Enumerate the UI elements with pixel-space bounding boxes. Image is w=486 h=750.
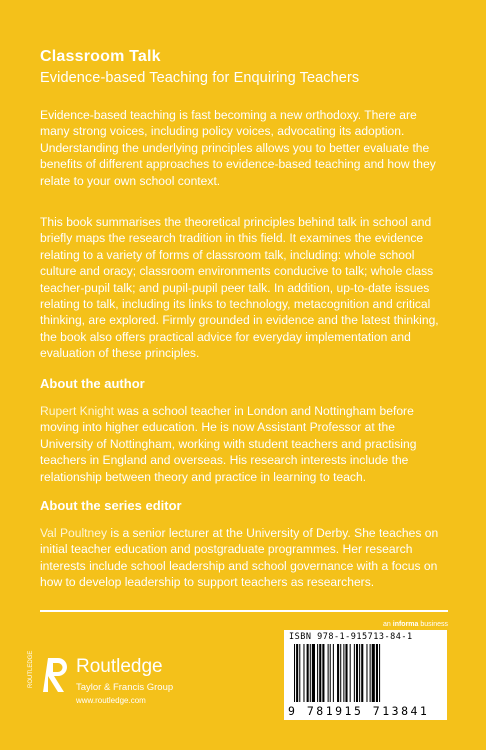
author-bio-text: was a school teacher in London and Nottingham before moving into higher education. He is now Assistant Professor at the University of Nottingham, working with student teachers and practising teachers in England and overseas. His research interests include the relationship between theory and practice in learning to teach. <box>40 404 417 484</box>
barcode-bar <box>370 644 371 702</box>
about-author-heading: About the author <box>40 376 145 391</box>
informa-suffix: business <box>418 621 448 628</box>
barcode-bar <box>376 644 378 702</box>
barcode-bars <box>294 644 438 702</box>
informa-prefix: an <box>383 621 393 628</box>
barcode-bar <box>361 644 363 702</box>
barcode-bar <box>317 644 318 702</box>
routledge-r-icon <box>28 650 72 710</box>
barcode-bar <box>296 644 298 702</box>
barcode-bar <box>328 644 329 702</box>
publisher-group: Taylor & Francis Group <box>76 682 174 693</box>
barcode-bar <box>343 644 344 702</box>
section-divider <box>40 610 448 612</box>
barcode-bar <box>354 644 355 702</box>
barcode-bar <box>345 644 347 702</box>
editor-bio-text: is a senior lecturer at the University of Derby. She teaches on initial teacher education and postgraduate programmes. Her research interests include school leadership and school governance with a focus on how to develop leadership to support teachers as researchers. <box>40 526 439 590</box>
author-name: Rupert Knight <box>40 404 114 418</box>
routledge-logo <box>28 650 226 710</box>
barcode-bar <box>319 644 321 702</box>
publisher-url: www.routledge.com <box>76 696 146 705</box>
editor-bio <box>40 525 448 591</box>
editor-name: Val Poultney <box>40 526 108 540</box>
barcode-bar <box>299 644 300 702</box>
barcode-bar <box>356 644 358 702</box>
isbn-digits: 9 781915 713841 <box>288 704 430 718</box>
barcode-bar <box>307 644 309 702</box>
routledge-vertical-text: ROUTLEDGE <box>28 650 34 688</box>
barcode-bar <box>340 644 341 702</box>
barcode-bar <box>366 644 367 702</box>
barcode-bar <box>330 644 331 702</box>
isbn-label: ISBN 978-1-915713-84-1 <box>289 632 413 642</box>
barcode-bar <box>322 644 324 702</box>
barcode-bar <box>372 644 375 702</box>
author-bio <box>40 403 448 485</box>
book-title: Classroom Talk <box>40 48 161 65</box>
book-subtitle: Evidence-based Teaching for Enquiring Teachers <box>40 70 360 86</box>
about-editor-heading: About the series editor <box>40 498 182 513</box>
barcode-bar <box>294 644 295 702</box>
barcode-bar <box>359 644 360 702</box>
blurb-paragraph-1: Evidence-based teaching is fast becoming a new orthodoxy. There are many strong voices, including policy voices, advocating its adoption. Understanding the underlying principles allows you to better evaluate the benefits of different approaches to evidence-based teaching and how they relate to your own school context. <box>40 108 436 188</box>
barcode-bar <box>379 644 380 702</box>
publisher-name: Routledge <box>76 656 163 677</box>
barcode-bar <box>310 644 311 702</box>
barcode-bar <box>350 644 351 702</box>
informa-brand: informa <box>392 621 419 628</box>
isbn-barcode <box>284 630 447 720</box>
barcode-bar <box>333 644 334 702</box>
informa-business-tag <box>383 621 448 628</box>
barcode-bar <box>303 644 304 702</box>
barcode-bar <box>312 644 315 702</box>
barcode-bar <box>337 644 339 702</box>
blurb-paragraph-2: This book summarises the theoretical principles behind talk in school and briefly maps the research tradition in this field. It examines the evidence relating to a variety of forms of classroom talk, including: whole school culture and oracy; classroom environments conducive to talk; whole class teacher-pupil talk; and pupil-pupil peer talk. In addition, up-to-date issues relating to talk, including its links to technology, metacognition and critical thinking, are explored. Firmly grounded in evidence and the latest thinking, the book also offers practical advice for everyday implementation and evaluation of these principles. <box>40 215 439 361</box>
